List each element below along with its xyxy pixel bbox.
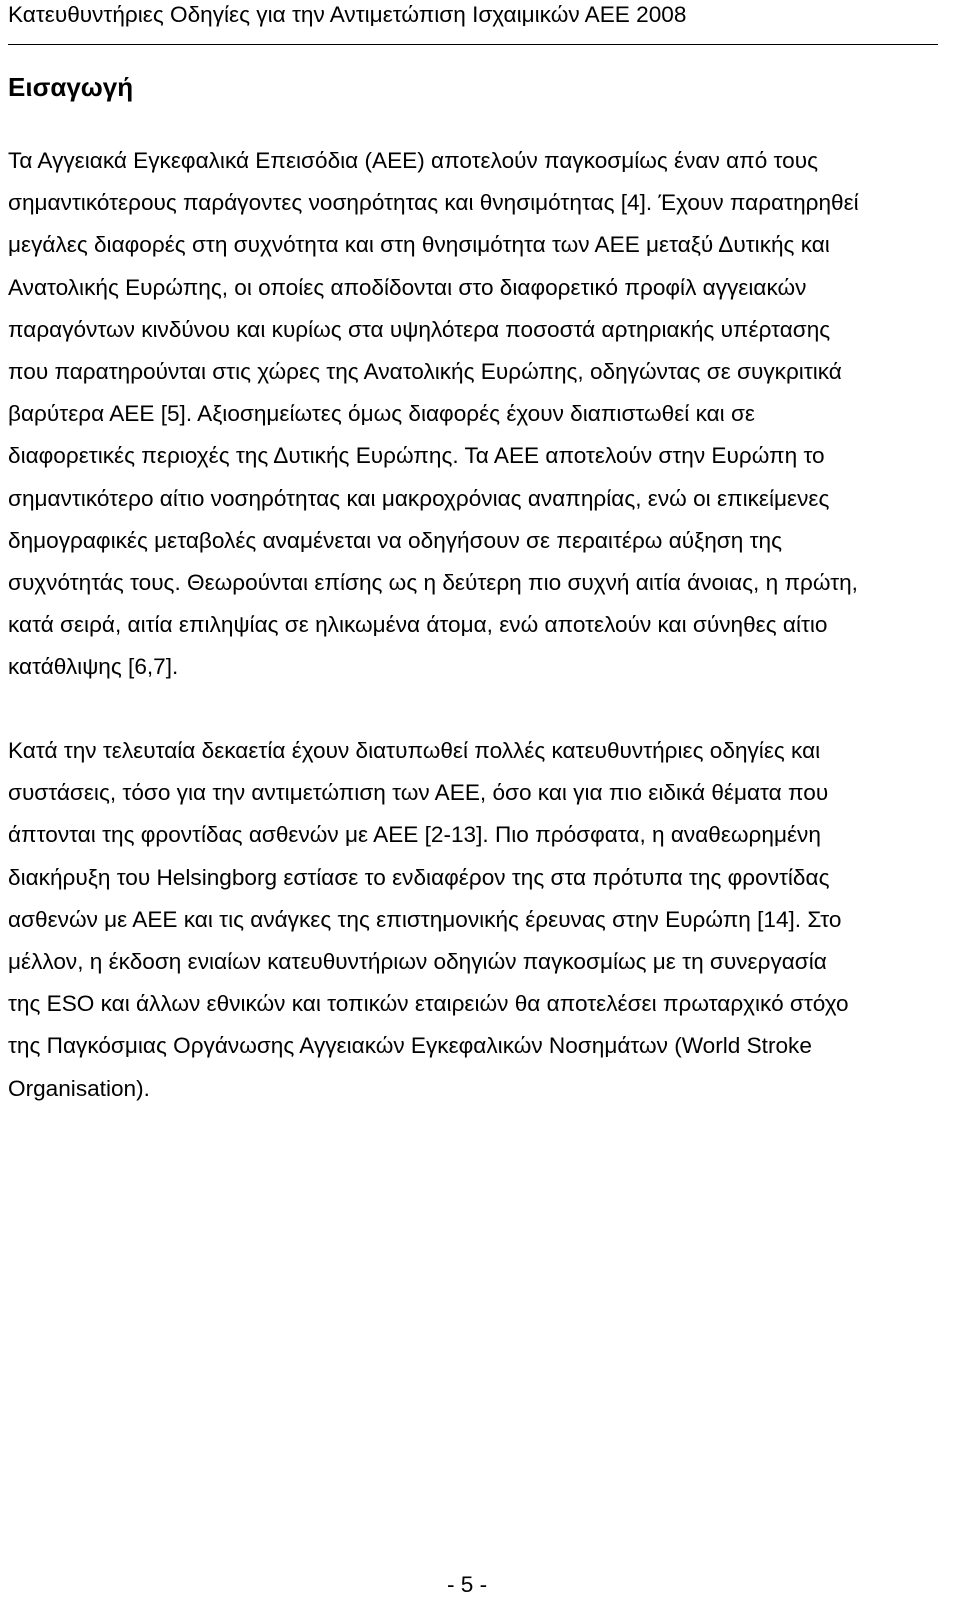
paragraph-line: σημαντικότερους παράγοντες νοσηρότητας και θνησιμότητας [4]. Έχουν παρατηρηθεί <box>8 190 859 216</box>
paragraph-line: της ESO και άλλων εθνικών και τοπικών εταιρειών θα αποτελέσει πρωταρχικό στόχο <box>8 991 849 1017</box>
paragraph-line: ασθενών με ΑΕΕ και τις ανάγκες της επιστημονικής έρευνας στην Ευρώπη [14]. Στο <box>8 906 842 932</box>
paragraph-line: διακήρυξη του Helsingborg εστίασε το ενδιαφέρον της στα πρότυπα της φροντίδας <box>8 864 830 890</box>
paragraph-line: Organisation). <box>8 1075 150 1101</box>
paragraph-line: μεγάλες διαφορές στη συχνότητα και στη θνησιμότητα των ΑΕΕ μεταξύ Δυτικής και <box>8 232 830 258</box>
paragraph-line: που παρατηρούνται στις χώρες της Ανατολικής Ευρώπης, οδηγώντας σε συγκριτικά <box>8 359 842 385</box>
header-divider <box>8 44 938 45</box>
paragraph-line: σημαντικότερο αίτιο νοσηρότητας και μακροχρόνιας αναπηρίας, ενώ οι επικείμενες <box>8 485 830 511</box>
paragraph-line: κατά σειρά, αιτία επιληψίας σε ηλικωμένα άτομα, ενώ αποτελούν και σύνηθες αίτιο <box>8 612 828 638</box>
paragraph-line: Τα Αγγειακά Εγκεφαλικά Επεισόδια (ΑΕΕ) αποτελούν παγκοσμίως έναν από τους <box>8 148 818 173</box>
paragraph-line: διαφορετικές περιοχές της Δυτικής Ευρώπης. Τα ΑΕΕ αποτελούν στην Ευρώπη το <box>8 443 825 469</box>
running-header: Κατευθυντήριες Οδηγίες για την Αντιμετώπιση Ισχαιμικών ΑΕΕ 2008 <box>8 2 687 27</box>
section-heading: Εισαγωγή <box>8 72 134 102</box>
paragraph-line: συχνότητάς τους. Θεωρούνται επίσης ως η δεύτερη πιο συχνή αιτία άνοιας, η πρώτη, <box>8 570 858 596</box>
paragraph-introduction <box>8 140 948 689</box>
page-number: - 5 - <box>447 1572 488 1597</box>
paragraph-line: βαρύτερα ΑΕΕ [5]. Αξιοσημείωτες όμως διαφορές έχουν διαπιστωθεί και σε <box>8 401 755 427</box>
paragraph-line: άπτονται της φροντίδας ασθενών με ΑΕΕ [2-13]. Πιο πρόσφατα, η αναθεωρημένη <box>8 822 821 848</box>
paragraph-line: παραγόντων κινδύνου και κυρίως στα υψηλότερα ποσοστά αρτηριακής υπέρτασης <box>8 316 831 342</box>
paragraph-line: μέλλον, η έκδοση ενιαίων κατευθυντήριων οδηγιών παγκοσμίως με τη συνεργασία <box>8 949 827 975</box>
paragraph-line: της Παγκόσμιας Οργάνωσης Αγγειακών Εγκεφαλικών Νοσημάτων (World Stroke <box>8 1033 812 1059</box>
paragraph-line: κατάθλιψης [6,7]. <box>8 654 179 680</box>
paragraph-line: δημογραφικές μεταβολές αναμένεται να οδηγήσουν σε περαιτέρω αύξηση της <box>8 527 782 553</box>
paragraph-line: Ανατολικής Ευρώπης, οι οποίες αποδίδονται στο διαφορετικό προφίλ αγγειακών <box>8 274 807 300</box>
paragraph-guidelines <box>8 730 948 1110</box>
paragraph-line: συστάσεις, τόσο για την αντιμετώπιση των ΑΕΕ, όσο και για πιο ειδικά θέματα που <box>8 780 829 806</box>
paragraph-line: Κατά την τελευταία δεκαετία έχουν διατυπωθεί πολλές κατευθυντήριες οδηγίες και <box>8 738 821 763</box>
